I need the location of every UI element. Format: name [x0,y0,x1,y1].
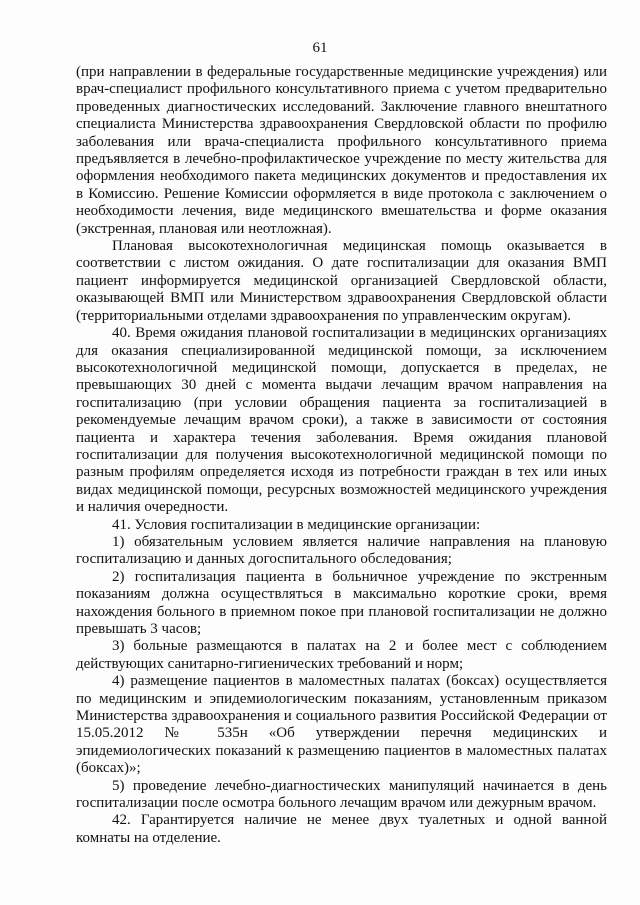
list-item-1: 1) обязательным условием является наличие направления на плановую госпитализацию и данных догоспитального обследования; [76,533,607,568]
paragraph-42-sanitary-rooms: 42. Гарантируется наличие не менее двух туалетных и одной ванной комнаты на отделение. [76,812,607,846]
document-body [76,64,607,847]
list-item-5: 5) проведение лечебно-диагностических манипуляций начинается в день госпитализации после осмотра больного лечащим врачом или дежурным врачом. [76,777,607,812]
list-item-4: 4) размещение пациентов в маломестных палатах (боксах) осуществляется по медицинским и эпидемиологическим показаниям, установленным приказом Министерства здравоохранения и социального развития Российской Федерации от 15.05.2012 № 535н «Об утверждении перечня медицинских и эпидемиологических показаний к размещению пациентов в маломестных палатах (боксах)»; [76,673,607,777]
list-item-2: 2) госпитализация пациента в больничное учреждение по экстренным показаниям должна осуществляться в максимально короткие сроки, время нахождения больного в приемном покое при плановой госпитализации не должно превышать 3 часов; [76,568,607,637]
list-item-3: 3) больные размещаются в палатах на 2 и более мест с соблюдением действующих санитарно-гигиенических требований и норм; [76,638,607,672]
paragraph-40-waiting-time: 40. Время ожидания плановой госпитализации в медицинских организациях для оказания специализированной медицинской помощи, за исключением высокотехнологичной медицинской помощи, допускается в пределах, не превышающих 30 дней с момента выдачи лечащим врачом направления на госпитализацию (при условии обращения пациента за госпитализацией в рекомендуемые лечащим врачом сроки), а также в зависимости от состояния пациента и характера течения заболевания. Время ожидания плановой госпитализации для получения высокотехнологичной медицинской помощи по разным профилям определяется исходя из потребности граждан в тех или иных видах медицинской помощи, ресурсных возможностей медицинского учреждения и наличия очередности. [76,325,607,516]
page-number: 61 [312,40,328,56]
paragraph-planned-vmp: Плановая высокотехнологичная медицинская помощь оказывается в соответствии с листом ожидания. О дате госпитализации для оказания ВМП пациент информируется медицинской организацией Свердловской области, оказывающей ВМП или Министерством здравоохранения Свердловской области (территориальными отделами здравоохранения по управленческим округам). [76,238,607,324]
paragraph-referral-continuation: (при направлении в федеральные государственные медицинские учреждения) или врач-специалист профильного консультативного приема с учетом предварительно проведенных диагностических исследований. Заключение главного внештатного специалиста Министерства здравоохранения Свердловской области по профилю заболевания или врача-специалиста профильного консультативного приема предъявляется в лечебно-профилактическое учреждение по месту жительства для оформления необходимого пакета медицинских документов и предоставления их в Комиссию. Решение Комиссии оформляется в виде протокола с заключением о необходимости лечения, виде медицинского вмешательства и форме оказания (экстренная, плановая или неотложная). [76,64,607,237]
paragraph-41-conditions: 41. Условия госпитализации в медицинские организации: [112,516,481,533]
